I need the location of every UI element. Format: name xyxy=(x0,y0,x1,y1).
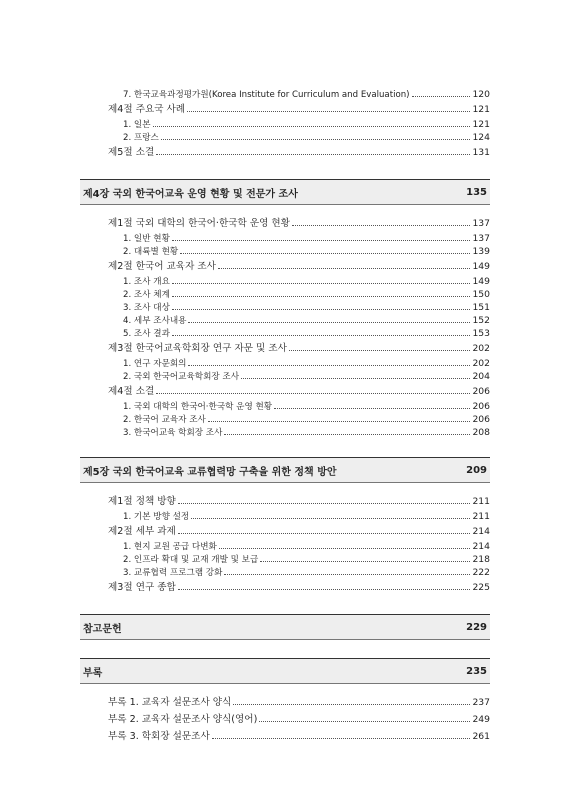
toc-entry-page: 237 xyxy=(472,697,490,708)
dot-leader xyxy=(156,392,470,394)
toc-entry-page: 202 xyxy=(472,343,490,354)
dot-leader xyxy=(233,703,470,705)
dot-leader xyxy=(412,95,471,97)
toc-entry-label: 1. 현지 교원 공급 다변화 xyxy=(123,542,217,552)
toc-item-entry[interactable] xyxy=(80,131,490,144)
appendix-title: 부록 xyxy=(83,667,103,679)
toc-item-entry[interactable] xyxy=(80,245,490,258)
toc-section-entry[interactable] xyxy=(80,493,490,510)
toc-entry-page: 137 xyxy=(472,233,490,244)
toc-entry-page: 208 xyxy=(472,427,490,438)
toc-entry-label: 1. 연구 자문회의 xyxy=(123,359,187,369)
toc-section-entry[interactable] xyxy=(80,523,490,540)
toc-item-entry[interactable] xyxy=(80,540,490,553)
toc-item-entry[interactable] xyxy=(80,413,490,426)
toc-entry-label: 2. 인프라 확대 및 교재 개발 및 보급 xyxy=(123,555,259,565)
toc-entry-page: 249 xyxy=(472,714,490,725)
references-page: 229 xyxy=(466,621,487,633)
toc-entry-label: 1. 일반 현황 xyxy=(123,234,170,244)
toc-entry-label: 1. 기본 방향 설정 xyxy=(123,512,190,522)
toc-item-entry[interactable] xyxy=(80,400,490,413)
dot-leader xyxy=(224,573,470,575)
toc-item-entry[interactable] xyxy=(80,566,490,579)
toc-entry-label: 제3절 연구 종합 xyxy=(108,582,176,593)
toc-entry-page: 137 xyxy=(472,218,490,229)
chapter-4-entries xyxy=(80,215,490,439)
dot-leader xyxy=(208,420,471,422)
references-heading[interactable] xyxy=(80,614,490,640)
toc-entry-label: 부록 2. 교육자 설문조사 양식(영어) xyxy=(108,714,258,725)
dot-leader xyxy=(219,547,471,549)
toc-entry-page: 152 xyxy=(472,315,490,326)
chapter-5-title: 제5장 국외 한국어교육 교류협력망 구축을 위한 정책 방안 xyxy=(83,466,337,478)
toc-section-entry[interactable] xyxy=(80,694,490,711)
dot-leader xyxy=(218,267,471,269)
toc-entry-label: 1. 국외 대학의 한국어·한국학 운영 현황 xyxy=(123,402,273,412)
toc-item-entry[interactable] xyxy=(80,232,490,245)
dot-leader xyxy=(292,224,471,226)
toc-entry-label: 3. 한국어교육 학회장 조사 xyxy=(123,428,223,438)
dot-leader xyxy=(161,138,471,140)
toc-section-entry[interactable] xyxy=(80,340,490,357)
toc-section-entry[interactable] xyxy=(80,728,490,745)
dot-leader xyxy=(172,295,471,297)
dot-leader xyxy=(153,125,471,127)
toc-section-entry[interactable] xyxy=(80,258,490,275)
appendix-page: 235 xyxy=(466,665,487,677)
toc-entry-label: 2. 한국어 교육자 조사 xyxy=(123,415,206,425)
toc-entry-page: 121 xyxy=(472,119,490,130)
toc-item-entry[interactable] xyxy=(80,553,490,566)
toc-section-entry[interactable] xyxy=(80,144,490,161)
toc-entry-page: 153 xyxy=(472,328,490,339)
dot-leader xyxy=(172,308,471,310)
dot-leader xyxy=(289,349,471,351)
toc-entry-label: 제1절 정책 방향 xyxy=(108,496,176,507)
toc-entry-label: 제4절 주요국 사례 xyxy=(108,104,186,115)
toc-item-entry[interactable] xyxy=(80,370,490,383)
appendix-entries xyxy=(80,694,490,745)
chapter-5-entries xyxy=(80,493,490,596)
toc-entry-page: 218 xyxy=(472,554,490,565)
toc-entry-page: 124 xyxy=(472,132,490,143)
toc-entry-page: 214 xyxy=(472,526,490,537)
dot-leader xyxy=(180,252,470,254)
toc-entry-label: 3. 교류협력 프로그램 강화 xyxy=(123,568,223,578)
toc-entry-page: 206 xyxy=(472,386,490,397)
dot-leader xyxy=(156,153,470,155)
dot-leader xyxy=(191,517,470,519)
toc-entry-label: 부록 1. 교육자 설문조사 양식 xyxy=(108,697,232,708)
toc-section-entry[interactable] xyxy=(80,711,490,728)
toc-entry-label: 2. 대륙별 현황 xyxy=(123,247,179,257)
toc-entry-label: 2. 국외 한국어교육학회장 조사 xyxy=(123,372,240,382)
toc-entry-label: 2. 조사 체계 xyxy=(123,290,170,300)
dot-leader xyxy=(241,377,470,379)
dot-leader xyxy=(188,364,470,366)
toc-entry-page: 202 xyxy=(472,358,490,369)
dot-leader xyxy=(224,433,470,435)
toc-entry-page: 206 xyxy=(472,414,490,425)
dot-leader xyxy=(172,282,471,284)
toc-item-entry[interactable] xyxy=(80,327,490,340)
toc-entry-label: 1. 일본 xyxy=(123,120,151,130)
chapter-5-heading[interactable] xyxy=(80,457,490,483)
chapter-4-page: 135 xyxy=(466,186,487,198)
toc-top-section xyxy=(80,88,490,161)
toc-entry-page: 225 xyxy=(472,582,490,593)
toc-entry-page: 211 xyxy=(472,511,490,522)
dot-leader xyxy=(178,532,471,534)
toc-entry-page: 150 xyxy=(472,289,490,300)
toc-item-entry[interactable] xyxy=(80,314,490,327)
toc-entry-page: 131 xyxy=(472,147,490,158)
toc-entry-page: 204 xyxy=(472,371,490,382)
toc-entry-page: 120 xyxy=(472,89,490,100)
toc-entry-page: 206 xyxy=(472,401,490,412)
toc-entry-page: 211 xyxy=(472,496,490,507)
toc-item-entry[interactable] xyxy=(80,288,490,301)
toc-entry-page: 222 xyxy=(472,567,490,578)
dot-leader xyxy=(178,502,471,504)
dot-leader xyxy=(260,560,470,562)
dot-leader xyxy=(188,321,470,323)
toc-entry-label: 4. 세부 조사내용 xyxy=(123,316,187,326)
toc-item-entry[interactable] xyxy=(80,357,490,370)
toc-entry-label: 제2절 세부 과제 xyxy=(108,526,176,537)
toc-entry-page: 149 xyxy=(472,276,490,287)
toc-item-entry[interactable] xyxy=(80,275,490,288)
dot-leader xyxy=(212,737,471,739)
dot-leader xyxy=(259,720,470,722)
toc-entry-label: 제4절 소결 xyxy=(108,386,155,397)
table-of-contents xyxy=(80,88,490,745)
toc-item-entry[interactable] xyxy=(80,426,490,439)
dot-leader xyxy=(172,334,471,336)
toc-entry-label: 제1절 국외 대학의 한국어·한국학 운영 현황 xyxy=(108,218,290,229)
toc-item-entry[interactable] xyxy=(80,118,490,131)
toc-section-entry[interactable] xyxy=(80,215,490,232)
chapter-5-page: 209 xyxy=(466,464,487,476)
dot-leader xyxy=(274,407,470,409)
toc-section-entry[interactable] xyxy=(80,383,490,400)
toc-entry-label: 제5절 소결 xyxy=(108,147,155,158)
toc-entry-page: 121 xyxy=(472,104,490,115)
toc-entry-page: 149 xyxy=(472,261,490,272)
toc-entry-label: 1. 조사 개요 xyxy=(123,277,170,287)
toc-item-entry[interactable] xyxy=(80,88,490,101)
toc-entry-page: 151 xyxy=(472,302,490,313)
chapter-4-heading[interactable] xyxy=(80,179,490,205)
toc-item-entry[interactable] xyxy=(80,510,490,523)
toc-item-entry[interactable] xyxy=(80,301,490,314)
toc-section-entry[interactable] xyxy=(80,101,490,118)
dot-leader xyxy=(172,239,471,241)
dot-leader xyxy=(178,588,471,590)
toc-entry-label: 5. 조사 결과 xyxy=(123,329,170,339)
toc-entry-label: 7. 한국교육과정평가원(Korea Institute for Curriculum and Evaluation) xyxy=(123,90,410,100)
dot-leader xyxy=(187,110,470,112)
toc-entry-page: 214 xyxy=(472,541,490,552)
toc-entry-label: 부록 3. 학회장 설문조사 xyxy=(108,731,210,742)
appendix-heading[interactable] xyxy=(80,658,490,684)
toc-entry-page: 261 xyxy=(472,731,490,742)
references-title: 참고문헌 xyxy=(83,623,122,635)
toc-section-entry[interactable] xyxy=(80,579,490,596)
toc-entry-label: 제3절 한국어교육학회장 연구 자문 및 조사 xyxy=(108,343,287,354)
chapter-4-title: 제4장 국외 한국어교육 운영 현황 및 전문가 조사 xyxy=(83,188,298,200)
toc-entry-label: 3. 조사 대상 xyxy=(123,303,170,313)
toc-entry-page: 139 xyxy=(472,246,490,257)
toc-entry-label: 제2절 한국어 교육자 조사 xyxy=(108,261,216,272)
toc-entry-label: 2. 프랑스 xyxy=(123,133,159,143)
